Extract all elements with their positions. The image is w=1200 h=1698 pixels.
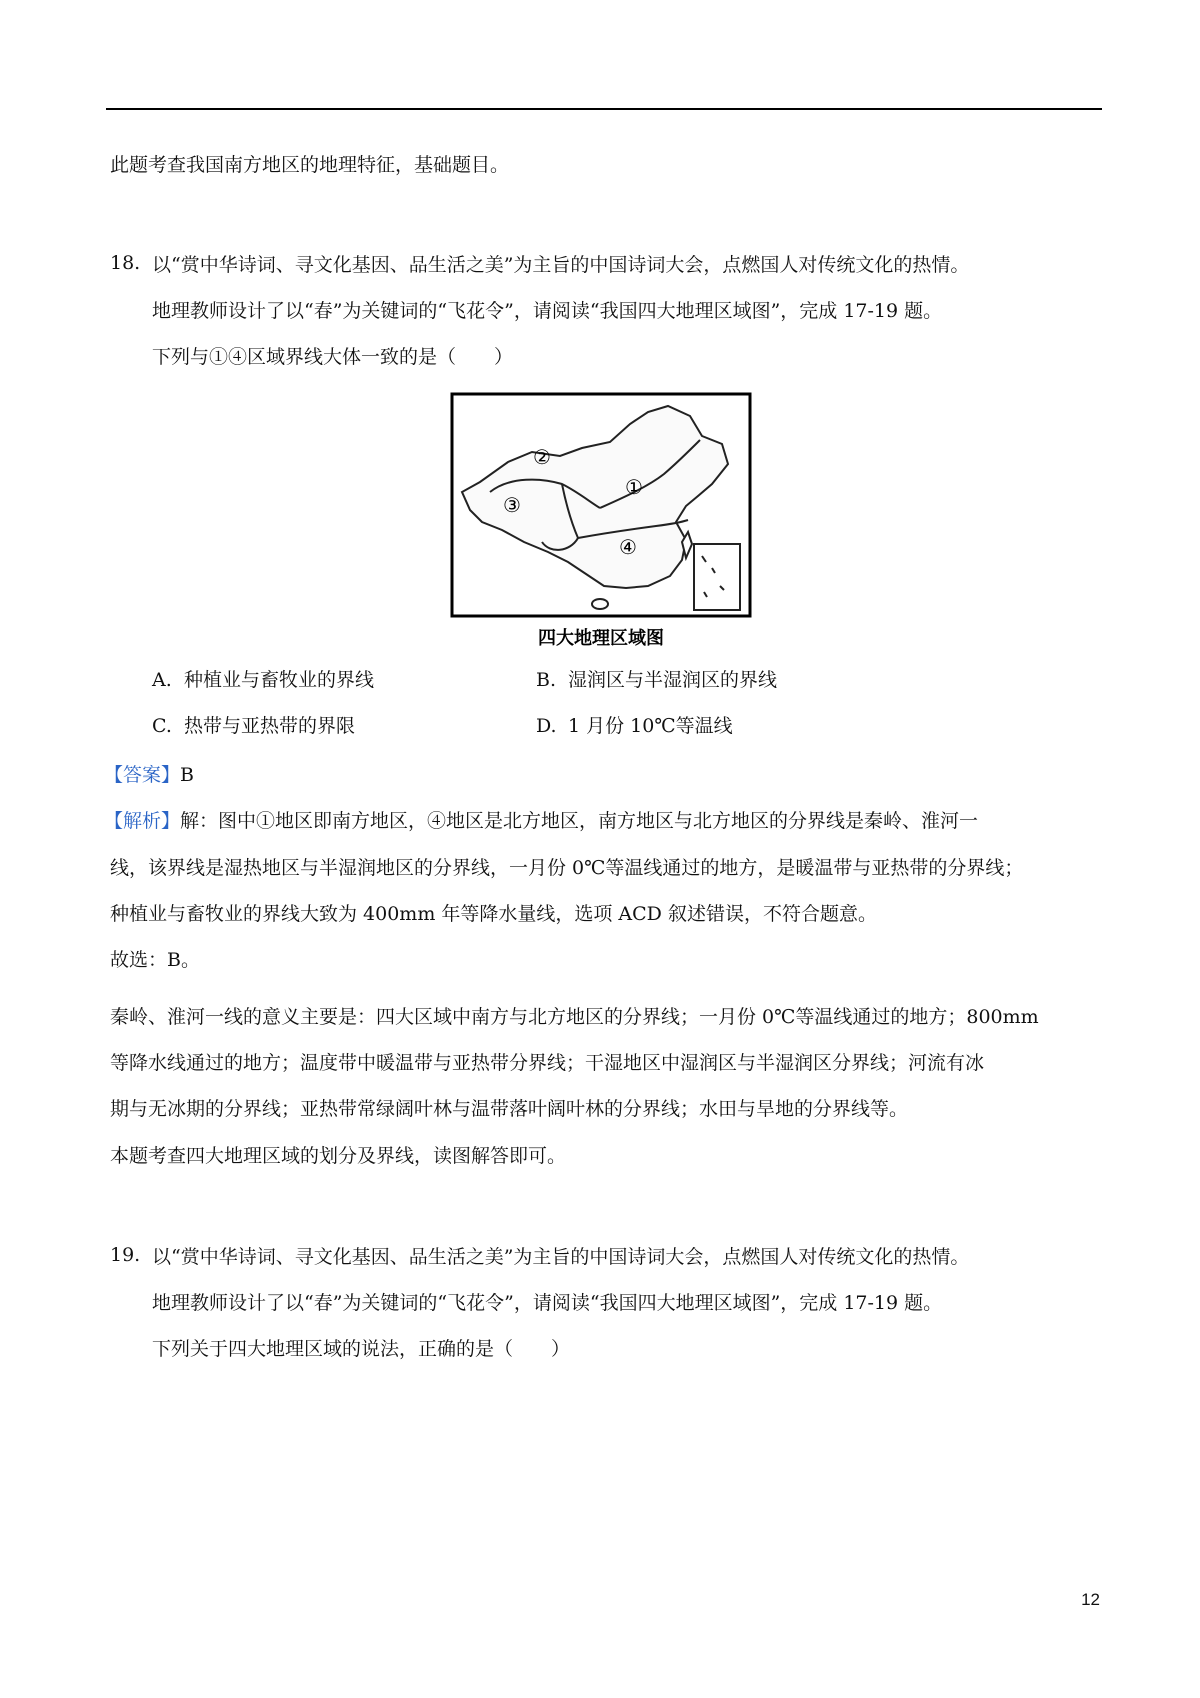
question-18-stem-line3: 下列与①④区域界线大体一致的是（ ） bbox=[152, 346, 514, 368]
option-a bbox=[152, 667, 374, 693]
south-sea-inset bbox=[694, 544, 740, 610]
choose-line: 故选：B。 bbox=[110, 949, 200, 971]
answer-line bbox=[104, 762, 194, 788]
option-b bbox=[536, 667, 777, 693]
map-figure bbox=[450, 392, 752, 650]
question-18-stem-line2: 地理教师设计了以“春”为关键词的“飞花令”，请阅读“我国四大地理区域图”，完成 17-19 题。 bbox=[152, 300, 943, 322]
question-19-stem-line3: 下列关于四大地理区域的说法，正确的是（ ） bbox=[152, 1338, 571, 1360]
region-label-4: ④ bbox=[619, 535, 637, 559]
question-19-stem-line1: 以“赏中华诗词、寻文化基因、品生活之美”为主旨的中国诗词大会，点燃国人对传统文化的热情。 bbox=[152, 1246, 970, 1268]
analysis-text-1: 解：图中①地区即南方地区，④地区是北方地区，南方地区与北方地区的分界线是秦岭、淮河一 bbox=[180, 810, 979, 832]
analysis-line3: 种植业与畜牧业的界线大致为 400mm 年等降水量线，选项 ACD 叙述错误，不符合题意。 bbox=[110, 903, 877, 925]
analysis-line1 bbox=[104, 808, 978, 834]
option-c-letter: C. bbox=[152, 715, 172, 737]
page-number: 12 bbox=[1081, 1590, 1100, 1609]
option-a-letter: A. bbox=[152, 669, 172, 691]
question-19-number: 19. bbox=[110, 1244, 141, 1266]
region-label-1: ① bbox=[625, 475, 643, 499]
option-c bbox=[152, 713, 355, 739]
note-line1: 秦岭、淮河一线的意义主要是：四大区域中南方与北方地区的分界线；一月份 0℃等温线通过的地方；800mm bbox=[110, 1006, 1039, 1028]
note-line4: 本题考查四大地理区域的划分及界线，读图解答即可。 bbox=[110, 1145, 567, 1167]
question-19-stem-line2: 地理教师设计了以“春”为关键词的“飞花令”，请阅读“我国四大地理区域图”，完成 17-19 题。 bbox=[152, 1292, 943, 1314]
option-a-text: 种植业与畜牧业的界线 bbox=[184, 669, 375, 691]
figure-caption: 四大地理区域图 bbox=[538, 628, 664, 649]
option-d-letter: D. bbox=[536, 715, 557, 737]
option-d-text: 1 月份 10℃等温线 bbox=[568, 715, 733, 737]
hainan-island bbox=[592, 599, 608, 609]
analysis-line2: 线，该界线是湿热地区与半湿润地区的分界线，一月份 0℃等温线通过的地方，是暖温带与亚热带的分界线； bbox=[110, 857, 1024, 879]
china-regions-map bbox=[450, 392, 752, 650]
option-d bbox=[536, 713, 733, 739]
region-label-2: ② bbox=[533, 445, 551, 469]
note-line3: 期与无冰期的分界线；亚热带常绿阔叶林与温带落叶阔叶林的分界线；水田与旱地的分界线等。 bbox=[110, 1098, 909, 1120]
option-b-text: 湿润区与半湿润区的界线 bbox=[568, 669, 778, 691]
option-b-letter: B. bbox=[536, 669, 557, 691]
note-line2: 等降水线通过的地方；温度带中暖温带与亚热带分界线；干湿地区中湿润区与半湿润区分界线；河流有冰 bbox=[110, 1052, 985, 1074]
answer-tag: 【答案】 bbox=[104, 764, 181, 786]
analysis-tag: 【解析】 bbox=[104, 810, 181, 832]
answer-value: B bbox=[180, 764, 194, 786]
region-label-3: ③ bbox=[503, 493, 521, 517]
question-18-stem-line1: 以“赏中华诗词、寻文化基因、品生活之美”为主旨的中国诗词大会，点燃国人对传统文化的热情。 bbox=[152, 254, 970, 276]
question-18-number: 18. bbox=[110, 252, 141, 274]
option-c-text: 热带与亚热带的界限 bbox=[184, 715, 356, 737]
intro-note: 此题考查我国南方地区的地理特征，基础题目。 bbox=[110, 154, 510, 176]
header-rule bbox=[106, 108, 1102, 110]
